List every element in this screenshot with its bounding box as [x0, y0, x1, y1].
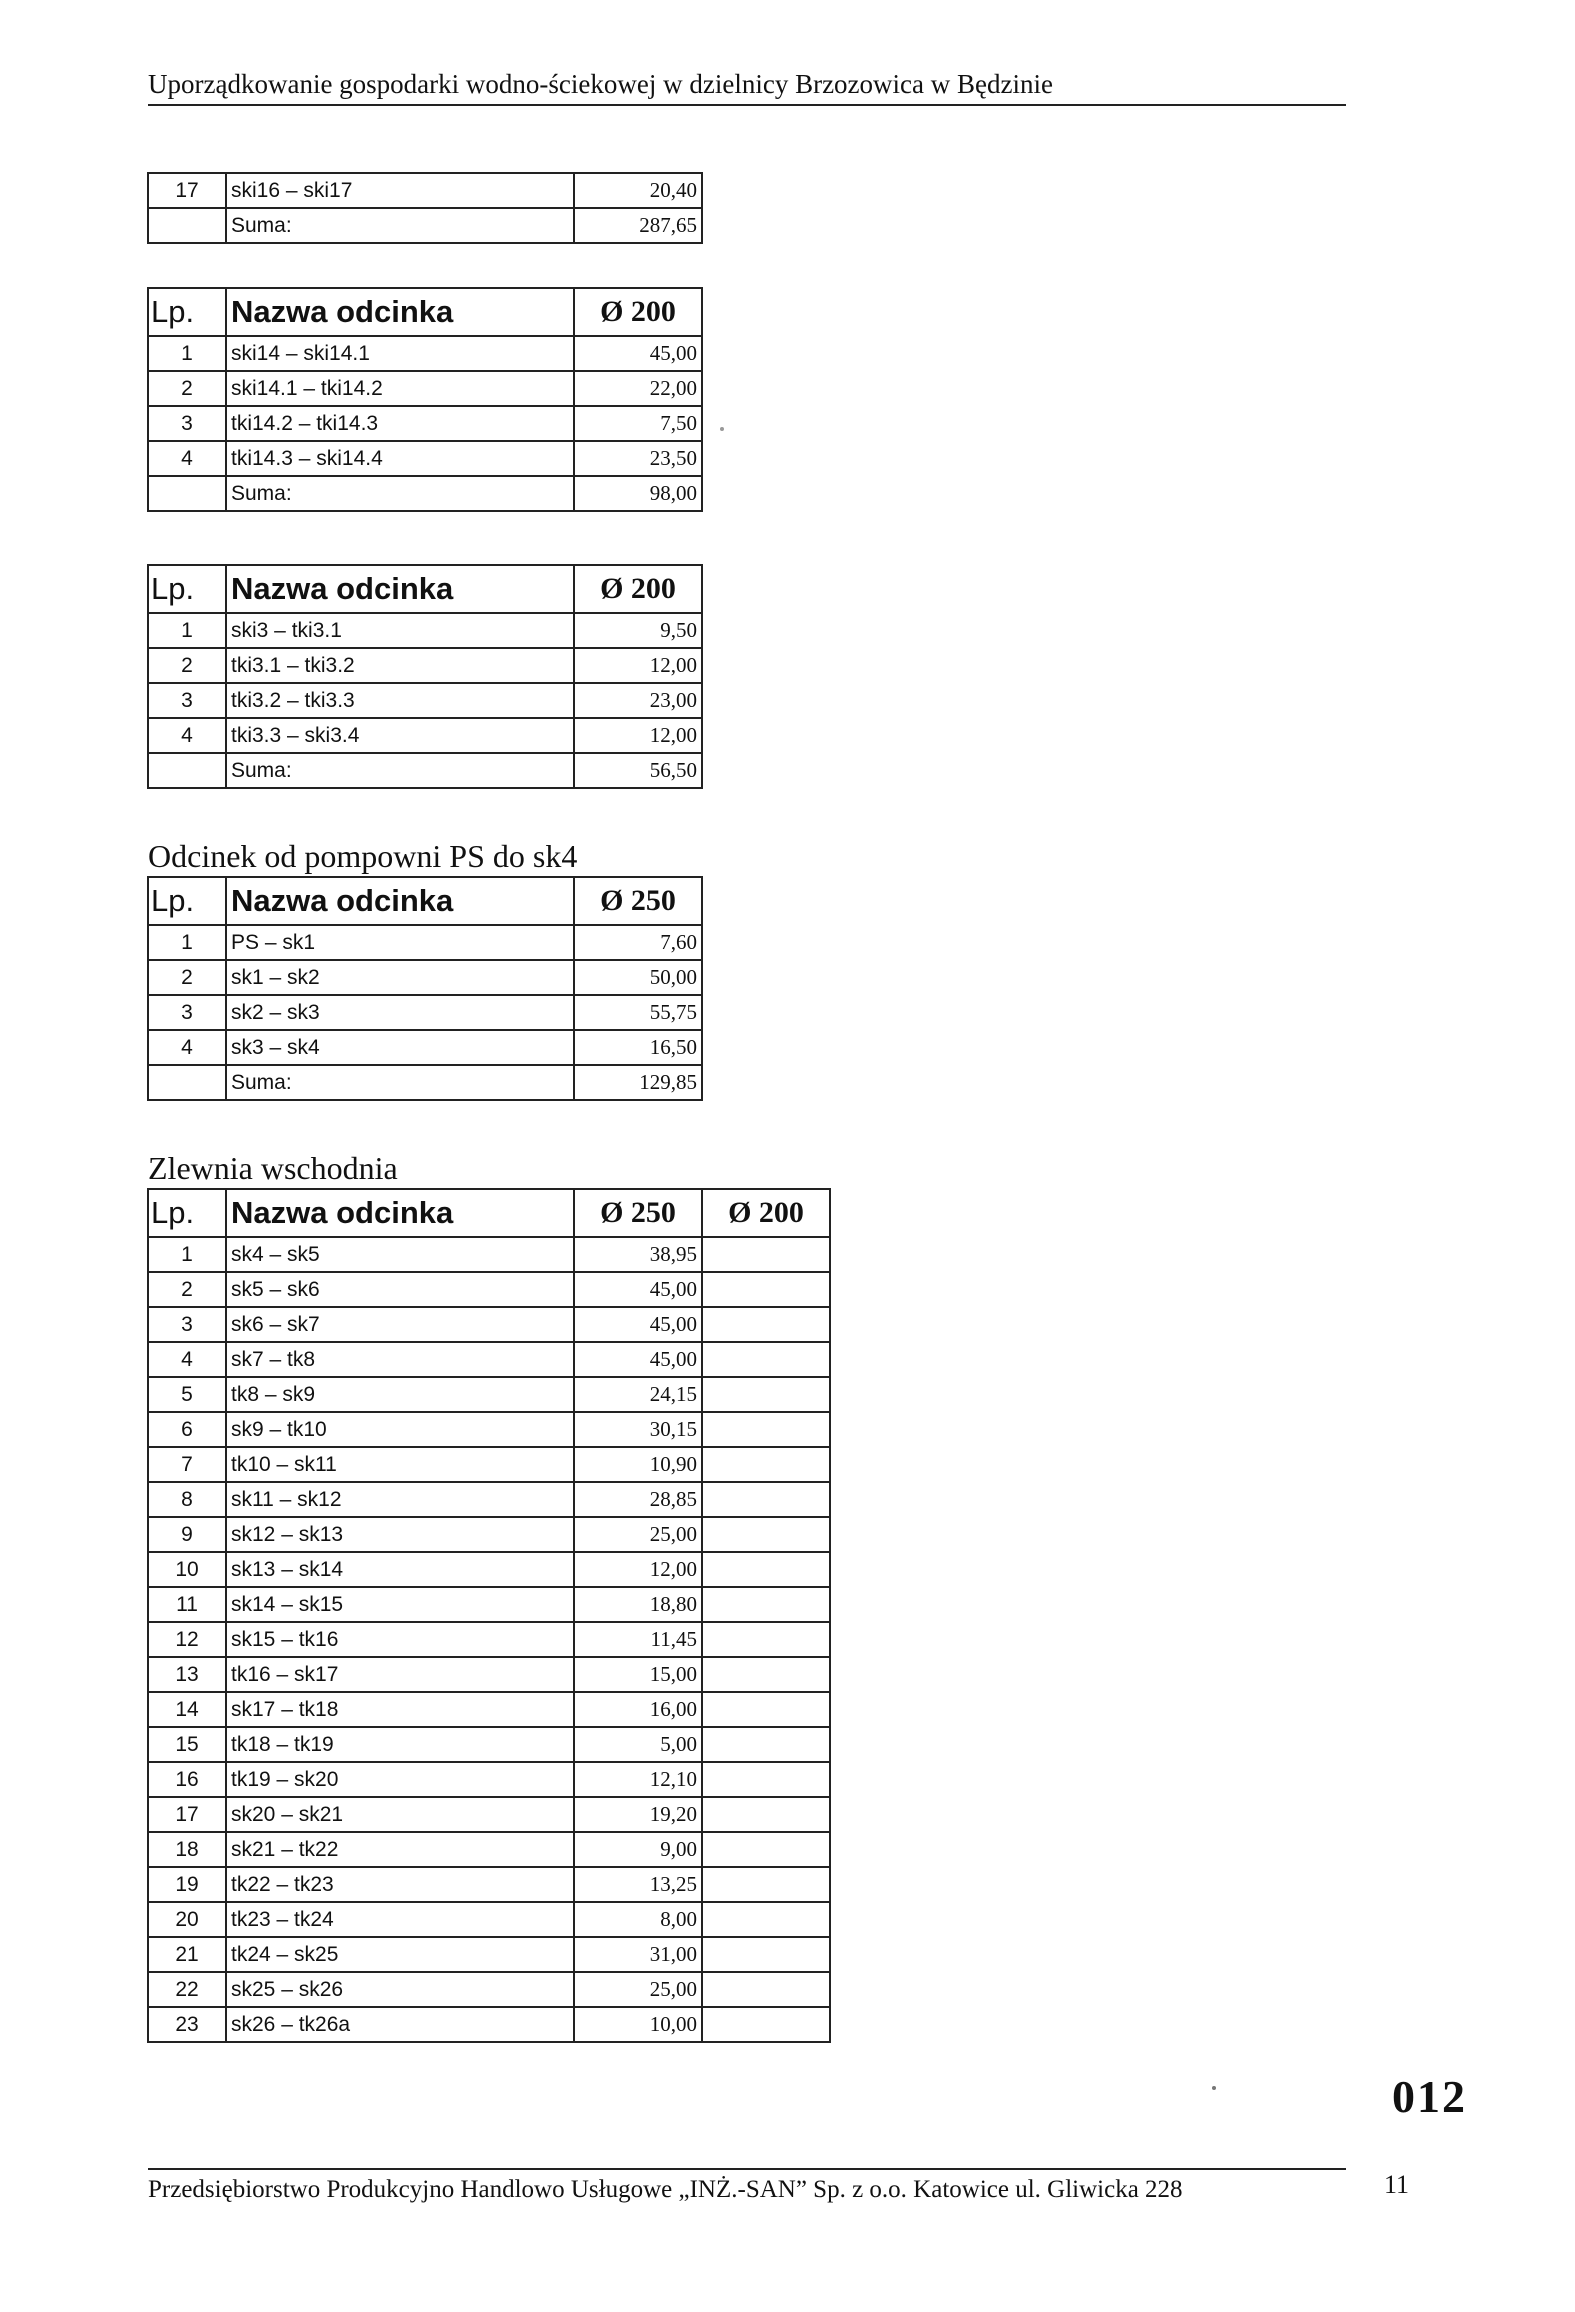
table-row: [148, 1272, 830, 1307]
lp-cell: 4: [148, 441, 226, 476]
document-stamp: 012: [1392, 2071, 1467, 2122]
value-200-cell: [702, 1482, 830, 1517]
sum-label: Suma:: [226, 1065, 574, 1100]
value-cell: 11,45: [574, 1622, 702, 1657]
table-row: [148, 406, 702, 441]
value-200-cell: [702, 1587, 830, 1622]
name-cell: sk7 – tk8: [226, 1342, 574, 1377]
lp-cell: 1: [148, 1237, 226, 1272]
name-header: Nazwa odcinka: [226, 877, 574, 925]
table-row: [148, 336, 702, 371]
value-200-cell: [702, 1657, 830, 1692]
table-caption: Zlewnia wschodnia: [148, 1150, 398, 1186]
name-cell: sk3 – sk4: [226, 1030, 574, 1065]
lp-cell: 19: [148, 1867, 226, 1902]
name-cell: tk10 – sk11: [226, 1447, 574, 1482]
value-cell: 20,40: [574, 173, 702, 208]
sum-value: 287,65: [574, 208, 702, 243]
lp-cell: 12: [148, 1622, 226, 1657]
diameter-250-header: Ø 250: [574, 1189, 702, 1237]
lp-cell: 23: [148, 2007, 226, 2042]
table-row: [148, 1622, 830, 1657]
lp-cell: 21: [148, 1937, 226, 1972]
table-ski14: [147, 287, 703, 512]
value-200-cell: [702, 1377, 830, 1412]
lp-cell: 4: [148, 1342, 226, 1377]
value-cell: 30,15: [574, 1412, 702, 1447]
table-row: [148, 1482, 830, 1517]
table-row: [148, 1727, 830, 1762]
lp-header: Lp.: [148, 1189, 226, 1237]
value-cell: 19,20: [574, 1797, 702, 1832]
value-cell: 10,90: [574, 1447, 702, 1482]
name-cell: ski14.1 – tki14.2: [226, 371, 574, 406]
value-cell: 9,50: [574, 613, 702, 648]
lp-cell: 10: [148, 1552, 226, 1587]
sum-value: 129,85: [574, 1065, 702, 1100]
lp-cell: 22: [148, 1972, 226, 2007]
table-row: [148, 441, 702, 476]
value-cell: 45,00: [574, 1272, 702, 1307]
name-cell: sk13 – sk14: [226, 1552, 574, 1587]
name-header: Nazwa odcinka: [226, 1189, 574, 1237]
name-cell: tk16 – sk17: [226, 1657, 574, 1692]
lp-cell: 18: [148, 1832, 226, 1867]
table-row: [148, 371, 702, 406]
sum-label: Suma:: [226, 476, 574, 511]
value-200-cell: [702, 1342, 830, 1377]
value-cell: 15,00: [574, 1657, 702, 1692]
value-cell: 28,85: [574, 1482, 702, 1517]
table-row: [148, 1517, 830, 1552]
lp-cell: 7: [148, 1447, 226, 1482]
lp-cell: 15: [148, 1727, 226, 1762]
table-row: [148, 1832, 830, 1867]
lp-cell: 1: [148, 336, 226, 371]
table-row: [148, 613, 702, 648]
lp-cell: 4: [148, 718, 226, 753]
table-row: [148, 1657, 830, 1692]
value-200-cell: [702, 1552, 830, 1587]
name-cell: tk24 – sk25: [226, 1937, 574, 1972]
name-cell: sk1 – sk2: [226, 960, 574, 995]
name-cell: tk8 – sk9: [226, 1377, 574, 1412]
table-row: [148, 1937, 830, 1972]
value-cell: 45,00: [574, 1307, 702, 1342]
name-cell: tki3.1 – tki3.2: [226, 648, 574, 683]
table-row: [148, 1867, 830, 1902]
value-cell: 12,00: [574, 648, 702, 683]
value-cell: 9,00: [574, 1832, 702, 1867]
page-number: 11: [1384, 2170, 1410, 2199]
value-cell: 7,60: [574, 925, 702, 960]
value-200-cell: [702, 1867, 830, 1902]
value-cell: 38,95: [574, 1237, 702, 1272]
value-cell: 45,00: [574, 336, 702, 371]
value-cell: 5,00: [574, 1727, 702, 1762]
table-row: [148, 995, 702, 1030]
lp-cell: 17: [148, 1797, 226, 1832]
value-200-cell: [702, 1902, 830, 1937]
table-caption: Odcinek od pompowni PS do sk4: [148, 838, 578, 874]
name-cell: tki14.2 – tki14.3: [226, 406, 574, 441]
table-continuation: [147, 172, 703, 244]
lp-cell: 20: [148, 1902, 226, 1937]
page-header: Uporządkowanie gospodarki wodno-ściekowej w dzielnicy Brzozowica w Będzinie: [148, 64, 1346, 106]
diameter-header: Ø 200: [574, 565, 702, 613]
name-header: Nazwa odcinka: [226, 288, 574, 336]
sum-row: [148, 208, 702, 243]
value-200-cell: [702, 1517, 830, 1552]
value-200-cell: [702, 1797, 830, 1832]
lp-header: Lp.: [148, 877, 226, 925]
value-200-cell: [702, 1972, 830, 2007]
name-cell: sk5 – sk6: [226, 1272, 574, 1307]
value-cell: 12,00: [574, 718, 702, 753]
lp-cell: 3: [148, 1307, 226, 1342]
diameter-200-header: Ø 200: [702, 1189, 830, 1237]
lp-cell: 9: [148, 1517, 226, 1552]
lp-cell: [148, 476, 226, 511]
value-cell: 13,25: [574, 1867, 702, 1902]
table-row: [148, 173, 702, 208]
lp-cell: 3: [148, 406, 226, 441]
name-cell: sk25 – sk26: [226, 1972, 574, 2007]
value-200-cell: [702, 1412, 830, 1447]
value-cell: 23,00: [574, 683, 702, 718]
sum-label: Suma:: [226, 753, 574, 788]
value-cell: 25,00: [574, 1972, 702, 2007]
table-row: [148, 648, 702, 683]
name-cell: ski3 – tki3.1: [226, 613, 574, 648]
table-row: [148, 1377, 830, 1412]
table-header-row: [148, 565, 702, 613]
lp-cell: 5: [148, 1377, 226, 1412]
sum-row: [148, 753, 702, 788]
scan-speck: [720, 427, 724, 431]
name-cell: sk11 – sk12: [226, 1482, 574, 1517]
table-pompownia: [147, 876, 703, 1101]
value-200-cell: [702, 1692, 830, 1727]
name-cell: sk4 – sk5: [226, 1237, 574, 1272]
sum-row: [148, 1065, 702, 1100]
value-cell: 22,00: [574, 371, 702, 406]
lp-cell: 8: [148, 1482, 226, 1517]
scan-speck: [1212, 2086, 1216, 2090]
value-200-cell: [702, 2007, 830, 2042]
value-cell: 12,00: [574, 1552, 702, 1587]
name-cell: tk23 – tk24: [226, 1902, 574, 1937]
value-cell: 18,80: [574, 1587, 702, 1622]
table-row: [148, 1587, 830, 1622]
name-cell: sk14 – sk15: [226, 1587, 574, 1622]
table-row: [148, 1030, 702, 1065]
table-row: [148, 925, 702, 960]
value-cell: 55,75: [574, 995, 702, 1030]
sum-value: 98,00: [574, 476, 702, 511]
lp-header: Lp.: [148, 288, 226, 336]
value-cell: 16,00: [574, 1692, 702, 1727]
table-zlewnia-wschodnia: [147, 1188, 831, 2043]
name-cell: PS – sk1: [226, 925, 574, 960]
lp-cell: 3: [148, 683, 226, 718]
lp-cell: 1: [148, 925, 226, 960]
name-cell: sk12 – sk13: [226, 1517, 574, 1552]
lp-cell: [148, 208, 226, 243]
lp-cell: 16: [148, 1762, 226, 1797]
lp-cell: 1: [148, 613, 226, 648]
lp-cell: [148, 1065, 226, 1100]
value-cell: 7,50: [574, 406, 702, 441]
sum-label: Suma:: [226, 208, 574, 243]
lp-cell: 4: [148, 1030, 226, 1065]
lp-cell: 17: [148, 173, 226, 208]
value-cell: 12,10: [574, 1762, 702, 1797]
page-footer: Przedsiębiorstwo Produkcyjno Handlowo Usługowe „INŻ.-SAN” Sp. z o.o. Katowice ul. Gliwicka 228: [148, 2168, 1346, 2204]
lp-cell: 2: [148, 1272, 226, 1307]
name-cell: sk2 – sk3: [226, 995, 574, 1030]
table-row: [148, 1692, 830, 1727]
lp-cell: 2: [148, 960, 226, 995]
name-cell: tki3.3 – ski3.4: [226, 718, 574, 753]
table-row: [148, 683, 702, 718]
value-200-cell: [702, 1622, 830, 1657]
name-header: Nazwa odcinka: [226, 565, 574, 613]
lp-cell: 3: [148, 995, 226, 1030]
lp-cell: 13: [148, 1657, 226, 1692]
name-cell: ski16 – ski17: [226, 173, 574, 208]
value-200-cell: [702, 1272, 830, 1307]
table-row: [148, 1447, 830, 1482]
table-row: [148, 1902, 830, 1937]
table-row: [148, 960, 702, 995]
diameter-header: Ø 200: [574, 288, 702, 336]
table-ski3: [147, 564, 703, 789]
table-row: [148, 1972, 830, 2007]
sum-row: [148, 476, 702, 511]
value-200-cell: [702, 1307, 830, 1342]
name-cell: tk22 – tk23: [226, 1867, 574, 1902]
value-cell: 50,00: [574, 960, 702, 995]
value-200-cell: [702, 1832, 830, 1867]
name-cell: tki14.3 – ski14.4: [226, 441, 574, 476]
diameter-header: Ø 250: [574, 877, 702, 925]
lp-cell: 2: [148, 648, 226, 683]
name-cell: ski14 – ski14.1: [226, 336, 574, 371]
value-cell: 24,15: [574, 1377, 702, 1412]
table-row: [148, 1797, 830, 1832]
value-cell: 25,00: [574, 1517, 702, 1552]
name-cell: sk6 – sk7: [226, 1307, 574, 1342]
name-cell: sk9 – tk10: [226, 1412, 574, 1447]
name-cell: tk19 – sk20: [226, 1762, 574, 1797]
table-row: [148, 1552, 830, 1587]
value-cell: 23,50: [574, 441, 702, 476]
table-header-row: [148, 1189, 830, 1237]
lp-cell: 6: [148, 1412, 226, 1447]
lp-cell: 14: [148, 1692, 226, 1727]
value-200-cell: [702, 1762, 830, 1797]
table-header-row: [148, 288, 702, 336]
value-200-cell: [702, 1237, 830, 1272]
table-header-row: [148, 877, 702, 925]
value-200-cell: [702, 1447, 830, 1482]
lp-cell: 11: [148, 1587, 226, 1622]
value-cell: 8,00: [574, 1902, 702, 1937]
name-cell: tk18 – tk19: [226, 1727, 574, 1762]
value-200-cell: [702, 1937, 830, 1972]
name-cell: sk26 – tk26a: [226, 2007, 574, 2042]
value-cell: 10,00: [574, 2007, 702, 2042]
name-cell: tki3.2 – tki3.3: [226, 683, 574, 718]
name-cell: sk15 – tk16: [226, 1622, 574, 1657]
lp-header: Lp.: [148, 565, 226, 613]
value-cell: 16,50: [574, 1030, 702, 1065]
lp-cell: 2: [148, 371, 226, 406]
table-row: [148, 1762, 830, 1797]
value-200-cell: [702, 1727, 830, 1762]
table-row: [148, 2007, 830, 2042]
lp-cell: [148, 753, 226, 788]
table-row: [148, 1342, 830, 1377]
table-row: [148, 1412, 830, 1447]
table-row: [148, 1237, 830, 1272]
value-cell: 31,00: [574, 1937, 702, 1972]
value-cell: 45,00: [574, 1342, 702, 1377]
sum-value: 56,50: [574, 753, 702, 788]
table-row: [148, 718, 702, 753]
name-cell: sk21 – tk22: [226, 1832, 574, 1867]
name-cell: sk20 – sk21: [226, 1797, 574, 1832]
name-cell: sk17 – tk18: [226, 1692, 574, 1727]
table-row: [148, 1307, 830, 1342]
